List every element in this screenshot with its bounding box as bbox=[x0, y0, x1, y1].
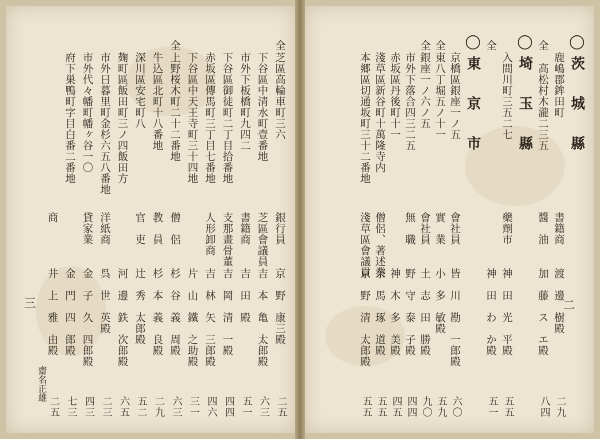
left-entry-address-9: 麹町區飯田町三ノ四飯田方 bbox=[116, 52, 129, 184]
saitama-entry-amount-1: 五一 bbox=[486, 396, 497, 418]
left-entry-occupation-8: 官 吏 bbox=[134, 212, 146, 245]
left-entry-address-12: 府下巣鴨町字目白番二番地 bbox=[64, 52, 76, 184]
left-entry-address-10: 市外日暮里町金杉六五八番地 bbox=[99, 52, 111, 195]
left-entry-amount-1: 六三 bbox=[257, 396, 269, 418]
saitama-entry-name-0: 神 田 光 平殿 bbox=[501, 268, 513, 356]
ibaraki-entry-name-1: 加 藤 ス エ殿 bbox=[537, 268, 549, 356]
ibaraki-entry-address-1: 高松村木瀧二三五 bbox=[537, 52, 549, 151]
tokyo-entry-occupation-1: 實 業 bbox=[434, 212, 446, 245]
left-entry-name-12: 金 門 四 郎殿 bbox=[64, 268, 76, 356]
tokyo-entry-amount-2: 九〇 bbox=[420, 396, 431, 418]
left-entry-occupation-7: 教 員 bbox=[151, 212, 164, 245]
book-gutter bbox=[295, 0, 305, 439]
left-entry-name-2: 吉 田 殿 bbox=[239, 268, 251, 323]
ibaraki-entry-amount-0: 二九 bbox=[554, 396, 565, 418]
left-entry-amount-0: 二五 bbox=[275, 396, 286, 418]
saitama-entry-name-1: 神 田 わ か殿 bbox=[485, 268, 497, 356]
left-entry-occupation-0: 銀行員 bbox=[274, 212, 286, 245]
left-entry-mark-0: 全 bbox=[274, 40, 286, 51]
page-number-right: 二 bbox=[563, 298, 576, 312]
left-entry-address-1: 下谷區中清水町壹番地 bbox=[256, 52, 269, 162]
left-entry-amount-2: 五一 bbox=[240, 396, 251, 418]
tokyo-entry-address-6: 本郷區切通坂町三十二番地 bbox=[359, 52, 371, 184]
left-entry-name-0: 京 野 康三殿 bbox=[274, 268, 286, 345]
ibaraki-entry-occupation-1: 醬 油 bbox=[537, 212, 549, 245]
left-entry-name-1: 吉 本 亀 太郎殿 bbox=[256, 268, 269, 367]
left-entry-name-13: 井 上 雅 由殿 bbox=[46, 268, 59, 356]
left-entry-amount-5: 三一 bbox=[187, 396, 199, 418]
tokyo-entry-amount-3: 四四 bbox=[405, 396, 416, 418]
left-entry-amount-4: 四六 bbox=[205, 396, 216, 418]
left-entry-amount-6: 六三 bbox=[170, 396, 181, 418]
left-entry-address-5: 下谷區中天王寺町三十四地 bbox=[186, 52, 199, 184]
left-entry-occupation-13: 商 bbox=[46, 212, 59, 223]
ibaraki-entry-name-0: 渡 邊 樹殿 bbox=[553, 268, 565, 334]
left-entry-address-4: 赤坂區傳馬町三丁目七番地 bbox=[204, 52, 216, 184]
tokyo-entry-name-6: 京 野 清 太郎殿 bbox=[359, 268, 371, 367]
ibaraki-entry-amount-1: 八四 bbox=[538, 396, 549, 418]
tokyo-entry-address-1: 東八丁堀五ノ十一 bbox=[434, 52, 446, 140]
left-entry-occupation-2: 書籍商 bbox=[239, 212, 251, 245]
left-entry-name-6: 杉 谷 義 周殿 bbox=[169, 268, 181, 356]
left-entry-address-2: 市外下板橋町九四二 bbox=[239, 52, 251, 151]
tokyo-entry-name-5: 奈 馬 琢 道殿 bbox=[374, 268, 386, 356]
left-entry-occupation-1: 芝區會議員 bbox=[256, 212, 269, 267]
page-number-left: 三 bbox=[24, 296, 37, 310]
tokyo-entry-occupation-6: 淺草區會議員 bbox=[359, 212, 371, 278]
tokyo-entry-mark-1: 全 bbox=[434, 40, 446, 51]
tokyo-entry-occupation-2: 會社員 bbox=[419, 212, 431, 245]
left-entry-occupation-4: 人形卸商 bbox=[204, 212, 216, 256]
tokyo-entry-occupation-3: 無 職 bbox=[404, 212, 416, 245]
left-entry-amount-11: 四三 bbox=[82, 396, 94, 418]
tokyo-entry-address-2: 銀座一ノ六ノ五 bbox=[419, 52, 431, 129]
left-entry-amount-9: 六五 bbox=[117, 396, 129, 418]
left-entry-address-8: 深川區安宅町八 bbox=[134, 52, 146, 129]
left-entry-amount-10: 二三 bbox=[100, 396, 111, 418]
right-page bbox=[305, 6, 594, 433]
left-entry-address-6: 上野桜木町二十二番地 bbox=[169, 52, 181, 162]
saitama-entry-mark-1: 全 bbox=[485, 40, 497, 51]
left-entry-amount-12: 七三 bbox=[65, 396, 76, 418]
left-entry-occupation-10: 洋紙商 bbox=[99, 212, 111, 245]
section-heading-tokyo: ◯東 京 市 bbox=[465, 34, 481, 156]
tokyo-entry-amount-6: 五五 bbox=[360, 396, 371, 418]
tokyo-entry-address-3: 市外下落合四三二五 bbox=[404, 52, 416, 151]
left-entry-name-11: 金 子 久 四郎殿 bbox=[81, 268, 94, 367]
left-entry-mark-6: 全 bbox=[169, 40, 181, 51]
tokyo-entry-address-5: 淺草區新谷町十萬隆寺内 bbox=[374, 52, 386, 173]
left-entry-amount-8: 五二 bbox=[135, 396, 146, 418]
left-entry-occupation-6: 僧 侶 bbox=[169, 212, 181, 245]
left-entry-amount-3: 四四 bbox=[222, 396, 234, 418]
left-entry-occupation-3: 支那畫骨董 bbox=[221, 212, 234, 267]
left-entry-address-7: 牛込區北町十八番地 bbox=[151, 52, 164, 151]
seal-stamp: 齋名正雄 bbox=[36, 366, 46, 402]
left-entry-name-5: 片 山 鐵 之助殿 bbox=[186, 268, 199, 367]
left-entry-name-7: 杉 本 義 良殿 bbox=[151, 268, 164, 356]
saitama-entry-amount-0: 五五 bbox=[502, 396, 513, 418]
left-entry-name-3: 吉 岡 清 一殿 bbox=[221, 268, 234, 356]
tokyo-entry-address-0: 京橋區銀座一ノ五 bbox=[449, 52, 461, 140]
tokyo-entry-amount-1: 五九 bbox=[435, 396, 446, 418]
left-entry-address-3: 下谷區御徒町二丁目拾番地 bbox=[221, 52, 234, 184]
tokyo-entry-name-3: 野 守 泰 子殿 bbox=[404, 268, 416, 356]
left-entry-amount-13: 二五 bbox=[47, 396, 59, 418]
left-entry-address-0: 芝區高輪車町三六 bbox=[274, 52, 286, 140]
left-entry-name-9: 河 邊 鉄 次郎殿 bbox=[116, 268, 129, 367]
ibaraki-entry-address-0: 鹿嶋郡鉾田町 bbox=[553, 52, 565, 118]
left-entry-name-4: 吉 林 矢 三郎殿 bbox=[204, 268, 216, 367]
tokyo-entry-amount-0: 六〇 bbox=[450, 396, 461, 418]
tokyo-entry-occupation-5: 僧侶、著述業 bbox=[374, 212, 386, 278]
section-heading-saitama: ◯埼 玉 縣 bbox=[517, 34, 533, 156]
tokyo-entry-name-2: 土 志 田 勝殿 bbox=[419, 268, 431, 356]
tokyo-entry-amount-5: 五五 bbox=[375, 396, 386, 418]
left-entry-address-11: 市外代々幡町幡ヶ谷一〇 bbox=[81, 52, 94, 173]
ibaraki-entry-mark-1: 全 bbox=[537, 40, 549, 51]
left-entry-occupation-11: 貸家業 bbox=[81, 212, 94, 245]
left-page bbox=[6, 6, 295, 433]
left-entry-amount-7: 二九 bbox=[152, 396, 164, 418]
left-entry-name-10: 呉 世 英殿 bbox=[99, 268, 111, 334]
tokyo-entry-name-4: 神 木 多 美殿 bbox=[389, 268, 401, 356]
tokyo-entry-name-1: 小 多 敏殿 bbox=[434, 268, 446, 334]
ibaraki-entry-occupation-0: 書籍商 bbox=[553, 212, 565, 245]
section-heading-ibaraki: ◯茨 城 縣 bbox=[569, 34, 585, 156]
tokyo-entry-mark-2: 全 bbox=[419, 40, 431, 51]
tokyo-entry-address-4: 赤坂區丹後町十一 bbox=[389, 52, 401, 140]
tokyo-entry-name-0: 皆 川 勘 一郎殿 bbox=[449, 268, 461, 367]
tokyo-entry-occupation-0: 會社員 bbox=[449, 212, 461, 245]
saitama-entry-address-0: 入間川町三五二七 bbox=[501, 52, 513, 140]
saitama-entry-occupation-0: 藥劑市 bbox=[501, 212, 513, 245]
left-entry-name-8: 辻 秀 太郎殿 bbox=[134, 268, 146, 345]
tokyo-entry-amount-4: 四五 bbox=[390, 396, 401, 418]
